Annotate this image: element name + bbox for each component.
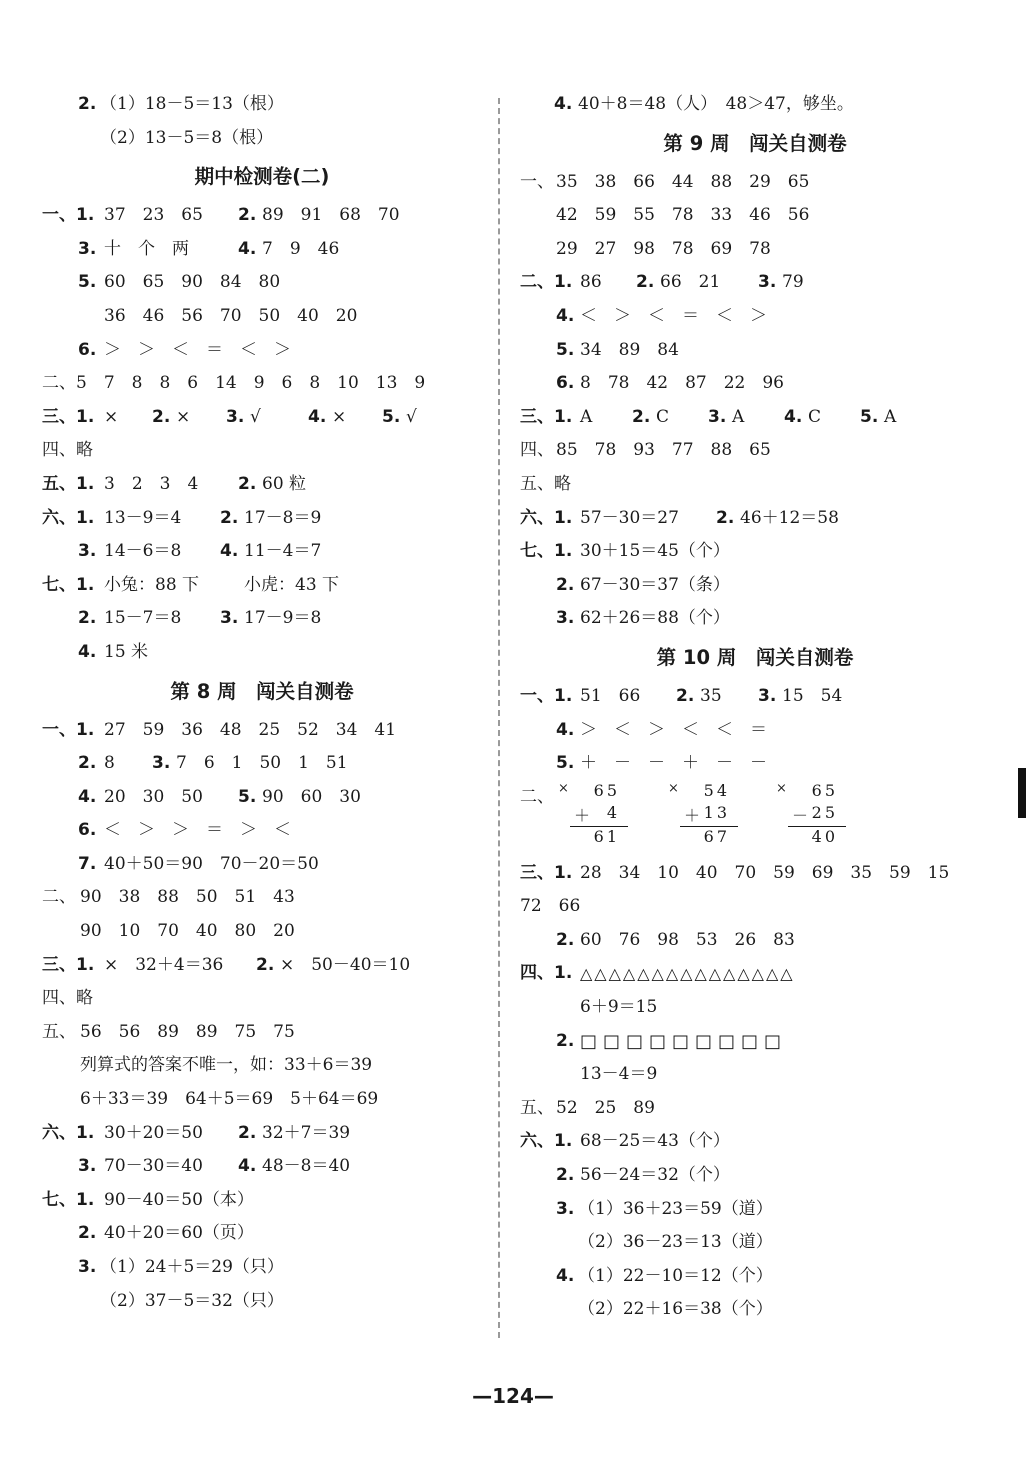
answer-line: （2）22＋16＝38（个） (578, 1299, 773, 1320)
answer-line: 五、 52 25 89 (520, 1097, 655, 1118)
answer-line: 2. 8 3. 7 6 1 50 1 51 (78, 753, 348, 774)
answer-line: 三、1. × 32＋4＝36 2. × 50－40＝10 (42, 954, 411, 975)
answer-line: 五、1. 3 2 3 4 2. 60 粒 (42, 473, 307, 494)
answer-line: 6. ＜ ＞ ＞ ＝ ＞ ＜ (78, 820, 291, 841)
answer-line: 5. 60 65 90 84 80 (78, 272, 281, 293)
answer-line: 6＋9＝15 (580, 997, 658, 1018)
answer-line: 2. 15－7＝8 3. 17－9＝8 (78, 608, 322, 629)
answer-line: 4. 15 米 (78, 641, 149, 662)
triangle-row: △△△△△△△△△△△△△△△ (580, 964, 795, 984)
answer-line: 四、1. △△△△△△△△△△△△△△△ (520, 957, 990, 991)
answer-line: 一、 35 38 66 44 88 29 65 (520, 171, 810, 192)
answer-line: 7. 40＋50＝90 70－20＝50 (78, 853, 319, 874)
answer-line: （2）36－23＝13（道） (578, 1232, 773, 1253)
answer-line: 七、1. 小兔：88 下 小虎：43 下 (42, 574, 340, 595)
answer-line: 一、1. 37 23 65 2. 89 91 68 70 (42, 205, 400, 226)
answer-line: 4. 20 30 50 5. 90 60 30 (78, 786, 361, 807)
answer-line: 2. （1）18－5＝13（根） (78, 94, 284, 114)
answer-line: 二、 90 38 88 50 51 43 (42, 887, 295, 908)
answer-line: 3. （1）36＋23＝59（道） (556, 1198, 773, 1219)
answer-line: 90 10 70 40 80 20 (80, 921, 295, 942)
column-divider (498, 98, 500, 1338)
section-heading: 第 8 周 闯关自测卷 (170, 679, 354, 703)
answer-line: 二、1. 86 2. 66 21 3. 79 (520, 272, 804, 293)
answer-line: （2）13－5＝8（根） (100, 127, 274, 148)
answer-line: 29 27 98 78 69 78 (556, 238, 771, 259)
answer-line: 3. （1）24＋5＝29（只） (78, 1257, 284, 1277)
answer-line: 五、略 (520, 473, 571, 494)
cross-mark: × (558, 780, 569, 796)
answer-line: 三、1. A 2. C 3. A 4. C 5. A (520, 406, 897, 427)
answer-line: 四、略 (42, 988, 93, 1009)
answer-line: 五、 56 56 89 89 75 75 (42, 1021, 295, 1042)
section-heading: 第 10 周 闯关自测卷 (656, 645, 854, 669)
answer-line: 4. 40＋8＝48（人） 48＞47，够坐。 (554, 94, 854, 114)
answer-line: 2. 60 76 98 53 26 83 (556, 929, 795, 950)
answer-line: 3. 十 个 两 4. 7 9 46 (78, 238, 340, 259)
answer-line: 六、1. 30＋20＝50 2. 32＋7＝39 (42, 1122, 351, 1143)
answer-line: 一、1. 51 66 2. 35 3. 15 54 (520, 685, 843, 706)
answer-line: 6. 8 78 42 87 22 96 (556, 373, 784, 394)
section-heading: 期中检测卷(二) (194, 165, 330, 189)
answer-line: 72 66 (520, 896, 581, 917)
answer-line: 2. □□□□□□□□□ (520, 1025, 990, 1059)
answer-line: 六、1. 13－9＝4 2. 17－8＝9 (42, 507, 322, 528)
answer-line: 七、1. 90－40＝50（本） (42, 1189, 254, 1210)
left-column (42, 88, 482, 1318)
answer-line: 三、1. 28 34 10 40 70 59 69 35 59 15 (520, 862, 950, 883)
answer-line: 2. 56－24＝32（个） (556, 1165, 730, 1186)
answer-line: 13－4＝9 (580, 1064, 658, 1085)
square-row: □□□□□□□□□ (580, 1030, 788, 1052)
answer-line: 6＋33＝39 64＋5＝69 5＋64＝69 (80, 1089, 379, 1110)
answer-line: 4. （1）22－10＝12（个） (556, 1265, 773, 1286)
answer-line: 七、1. 30＋15＝45（个） (520, 541, 730, 562)
answer-line: 六、1. 68－25＝43（个） (520, 1131, 730, 1152)
answer-line: 2. 67－30＝37（条） (556, 574, 730, 595)
answer-line: 六、1. 57－30＝27 2. 46＋12＝58 (520, 507, 839, 528)
answer-line: （2）37－5＝32（只） (100, 1290, 284, 1311)
cross-mark: × (776, 780, 787, 796)
answer-line: 36 46 56 70 50 40 20 (104, 305, 358, 326)
answer-line: 4. ＜ ＞ ＜ ＝ ＜ ＞ (556, 305, 767, 326)
page-edge-tab (1018, 768, 1026, 818)
answer-line: 2. 40＋20＝60（页） (78, 1223, 254, 1244)
section-heading: 第 9 周 闯关自测卷 (663, 131, 847, 155)
answer-line: 5. 34 89 84 (556, 339, 679, 360)
answer-line: 4. ＞ ＜ ＞ ＜ ＜ ＝ (556, 719, 767, 740)
vertical-calculations: 二、 × 65 ＋ 4 61 × 54 ＋ 13 67 × 65 － 25 40 (520, 781, 990, 857)
answer-line: 42 59 55 78 33 46 56 (556, 205, 810, 226)
answer-line: 四、 85 78 93 77 88 65 (520, 440, 771, 461)
answer-line: 三、1. × 2. × 3. √ 4. × 5. √ (42, 406, 417, 427)
answer-line: 列算式的答案不唯一，如：33＋6＝39 (80, 1055, 373, 1076)
answer-line: 3. 62＋26＝88（个） (556, 608, 730, 629)
answer-line: 四、略 (42, 440, 93, 461)
answer-line: 一、1. 27 59 36 48 25 52 34 41 (42, 719, 397, 740)
answer-line: 6. ＞ ＞ ＜ ＝ ＜ ＞ (78, 339, 291, 360)
page-number: —124— (472, 1384, 554, 1408)
answer-line: 3. 14－6＝8 4. 11－4＝7 (78, 541, 322, 562)
answer-line: 3. 70－30＝40 4. 48－8＝40 (78, 1156, 351, 1177)
answer-line: 二、5 7 8 8 6 14 9 6 8 10 13 9 (42, 373, 426, 394)
right-column (520, 88, 990, 1327)
answer-line: 5. ＋ － － ＋ － － (556, 753, 767, 774)
cross-mark: × (668, 780, 679, 796)
